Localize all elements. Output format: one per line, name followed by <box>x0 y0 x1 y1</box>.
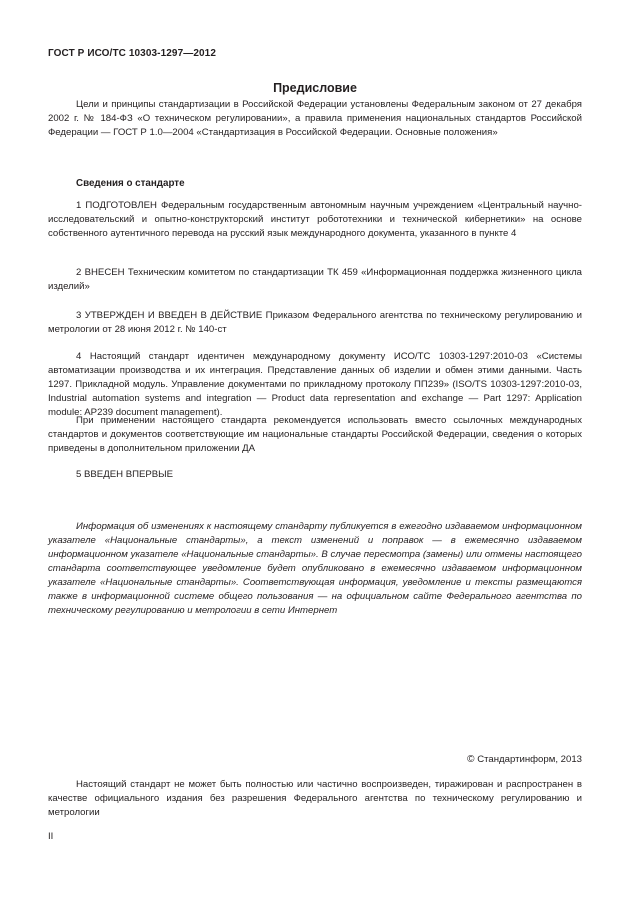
item-4-identical: 4 Настоящий стандарт идентичен международному документу ИСО/ТС 10303-1297:2010-03 «Системы автоматизации производства и их интеграция. Представление данных об изделии и обмен этими данными. Часть 1297. Прикладной модуль. Управление документами по прикладному протоколу ПП239» (ISO/TS 10303-1297:2010-03, Industrial automation systems and integration — Product data representation and exchange — Part 1297: Application module: AP239 document management). <box>48 351 582 418</box>
document-id-header: ГОСТ Р ИСО/ТС 10303-1297—2012 <box>48 48 216 59</box>
copyright-holder: Стандартинформ, 2013 <box>477 754 582 765</box>
item-3-approved: 3 УТВЕРЖДЕН И ВВЕДЕН В ДЕЙСТВИЕ Приказом Федерального агентства по техническому регулированию и метрологии от 28 июня 2012 г. № 140-ст <box>48 310 582 335</box>
item-5-first-introduced: 5 ВВЕДЕН ВПЕРВЫЕ <box>76 469 174 480</box>
document-page <box>48 0 582 913</box>
reproduction-notice: Настоящий стандарт не может быть полностью или частично воспроизведен, тиражирован и распространен в качестве официального издания без разрешения Федерального агентства по техническому регулированию и метрологии <box>48 779 582 818</box>
changes-information-paragraph: Информация об изменениях к настоящему стандарту публикуется в ежегодно издаваемом информационном указателе «Национальные стандарты», а текст изменений и поправок — в ежемесячно издаваемом информационном указателе «Национальные стандарты». В случае пересмотра (замены) или отмены настоящего стандарта соответствующее уведомление будет опубликовано в ежемесячно издаваемом информационном указателе «Национальные стандарты». Соответствующая информация, уведомление и тексты размещаются также в информационной системе общего пользования — на официальном сайте Федерального агентства по техническому регулированию и метрологии в сети Интернет <box>48 521 582 616</box>
copyright-symbol: © <box>467 754 475 765</box>
foreword-intro-paragraph: Цели и принципы стандартизации в Российской Федерации установлены Федеральным законом от 27 декабря 2002 г. № 184-ФЗ «О техническом регулировании», а правила применения национальных стандартов Российской Федерации — ГОСТ Р 1.0—2004 «Стандартизация в Российской Федерации. Основные положения» <box>48 99 582 138</box>
page-number: II <box>48 831 54 842</box>
copyright-line <box>467 753 582 767</box>
standard-info-heading: Сведения о стандарте <box>76 178 185 189</box>
item-1-prepared: 1 ПОДГОТОВЛЕН Федеральным государственным автономным научным учреждением «Центральный научно-исследовательский и опытно-конструкторский институт робототехники и технической кибернетики» на основе собственного аутентичного перевода на русский язык международного документа, указанного в пункте 4 <box>48 200 582 239</box>
item-2-submitted: 2 ВНЕСЕН Техническим комитетом по стандартизации ТК 459 «Информационная поддержка жизненного цикла изделий» <box>48 267 582 292</box>
item-4-note: При применении настоящего стандарта рекомендуется использовать вместо ссылочных международных стандартов и документов соответствующие им национальные стандарты Российской Федерации, сведения о которых приведены в дополнительном приложении ДА <box>48 415 582 454</box>
foreword-title: Предисловие <box>273 81 357 95</box>
